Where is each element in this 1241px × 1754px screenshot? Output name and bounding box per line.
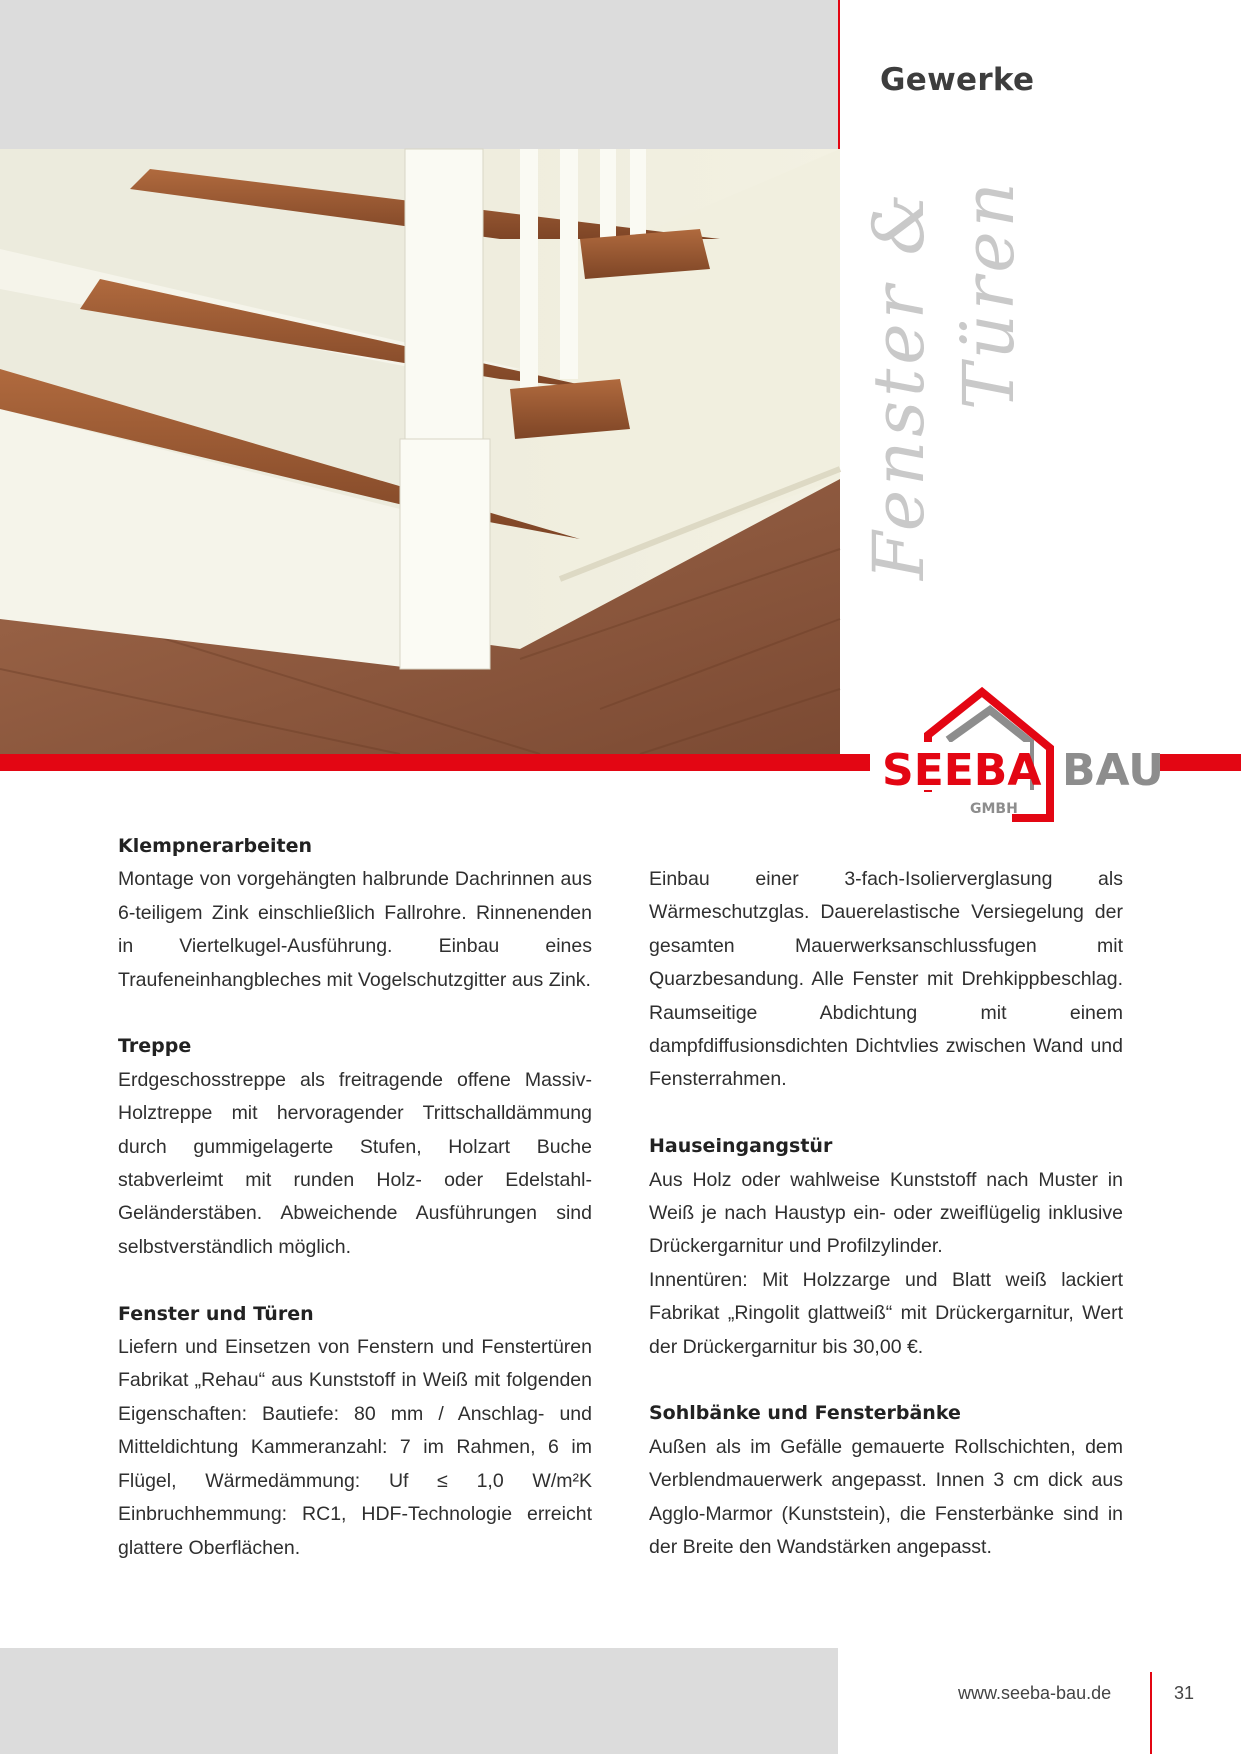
staircase-illustration <box>0 149 840 754</box>
logo-word-seeba: SEEBA <box>882 745 1042 796</box>
accent-bar-left <box>0 754 870 771</box>
left-column <box>118 830 592 1565</box>
text-innentueren: Innentüren: Mit Holzzarge und Blatt weiß lackiert Fabrikat „Ringolit glattweiß“ mit Drückergarnitur, Wert der Drückergarnitur bis 30,00 €. <box>649 1268 1123 1358</box>
heading-hauseingangstuer: Hauseingangstür <box>649 1135 833 1158</box>
footer-band <box>0 1648 838 1754</box>
script-title <box>858 178 1068 600</box>
accent-bar-right <box>1160 754 1241 771</box>
text-klempnerarbeiten: Montage von vorgehängten halbrunde Dachrinnen aus 6-teiligem Zink einschließlich Fallrohre. Rinnenenden in Viertelkugel-Ausführung. Einbau eines Traufeneinhangbleches mit Vogelschutzgitter aus Zink. <box>118 868 592 991</box>
heading-fenster-tueren: Fenster und Türen <box>118 1302 314 1325</box>
logo-word-bau: BAU <box>1062 745 1164 796</box>
company-logo <box>870 680 1170 820</box>
text-treppe: Erdgeschosstreppe als freitragende offene Massiv-Holztreppe mit hervoragender Trittschalldämmung durch gummigelagerte Stufen, Holzart Buche stabverleimt mit runden Holz- oder Edelstahl-Geländerstäben. Abweichende Ausführungen sind selbstverständlich möglich. <box>118 1068 592 1258</box>
heading-klempnerarbeiten: Klempnerarbeiten <box>118 835 312 857</box>
header-band <box>0 0 838 149</box>
header-divider <box>838 0 840 149</box>
logo-gmbh: GMBH <box>970 801 1018 817</box>
heading-treppe: Treppe <box>118 1035 192 1058</box>
script-title-line1: Fenster & <box>858 189 940 580</box>
heading-sohlbaenke: Sohlbänke und Fensterbänke <box>649 1402 961 1425</box>
right-column <box>649 863 1123 1565</box>
page-number: 31 <box>1174 1683 1195 1703</box>
staircase-photo <box>0 149 840 754</box>
section-title: Gewerke <box>880 62 1035 98</box>
text-verglasung: Einbau einer 3-fach-Isolierverglasung als Wärmeschutzglas. Dauerelastische Versiegelung der gesamten Mauerwerksanschlussfugen mit Quarzbesandung. Alle Fenster mit Drehkippbeschlag. Raumseitige Abdichtung mit einem dampfdiffusionsdichten Dichtvlies zwischen Wand und Fensterrahmen. <box>649 868 1123 1091</box>
text-sohlbaenke: Außen als im Gefälle gemauerte Rollschichten, dem Verblendmauerwerk angepasst. Innen 3 cm dick aus Agglo-Marmor (Kunststein), die Fensterbänke sind in der Breite den Wandstärken angepasst. <box>649 1435 1123 1559</box>
text-fenster-tueren: Liefern und Einsetzen von Fenstern und Fenstertüren Fabrikat „Rehau“ aus Kunststoff in Weiß mit folgenden Eigenschaften: Bautiefe: 80 mm / Anschlag- und Mitteldichtung Kammeranzahl: 7 im Rahmen, 6 im Flügel, Wärmedämmung: Uf ≤ 1,0 W/m²K Einbruchhemmung: RC1, HDF-Technologie erreicht glattere Oberflächen. <box>118 1336 592 1559</box>
footer-divider <box>1150 1672 1152 1754</box>
script-title-line2: Türen <box>948 178 1030 410</box>
footer-website-link[interactable]: www.seeba-bau.de <box>958 1683 1112 1703</box>
text-hauseingangstuer: Aus Holz oder wahlweise Kunststoff nach Muster in Weiß je nach Haustyp ein- oder zweiflügelig inklusive Drückergarnitur und Profilzylinder. <box>649 1168 1123 1258</box>
